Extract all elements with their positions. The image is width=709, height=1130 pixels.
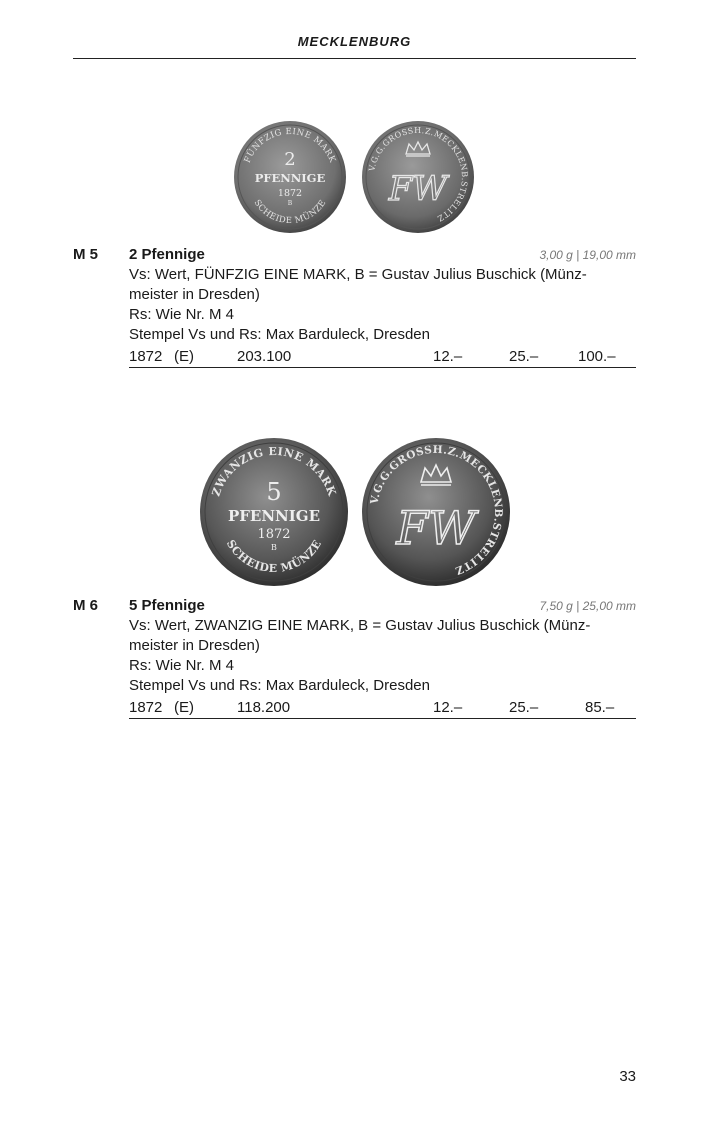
entry-number: M 5 [73,246,99,263]
m6-obverse-mint: B [271,543,277,552]
m5-obverse-year: 1872 [277,188,303,199]
entry-line: meister in Dresden) [129,286,260,303]
price-grade-3: 100.– [578,348,616,365]
page-number: 33 [619,1068,636,1085]
running-header: MECKLENBURG [297,34,412,49]
price-mintage: 203.100 [237,348,292,365]
price-mintage: 118.200 [237,699,291,716]
coin-m6-obverse [199,437,349,587]
price-mint: (E) [174,699,194,716]
m5-obverse-value: 2 [284,149,296,170]
entry-line: Stempel Vs und Rs: Max Barduleck, Dresden [129,326,430,343]
m6-obverse-word: PFENNIGE [227,507,321,525]
header-rule [73,58,636,59]
entry-body [129,245,636,368]
m5-obverse-top-legend: FÜNFZIG EINE MARK [242,126,338,165]
entry-title: 5 Pfennige [129,597,205,614]
m5-reverse-legend: V.G.G.GROSSH.Z.MECKLENB.STRELITZ [367,125,470,224]
entry-spec: 7,50 g | 25,00 mm [539,599,636,613]
m6-obverse-bottom-legend: SCHEIDE MÜNZE [223,537,325,576]
price-grade-2: 25.– [509,699,539,716]
price-mint: (E) [174,348,194,365]
entry-spec: 3,00 g | 19,00 mm [539,248,636,262]
coin-m5-reverse [361,120,475,234]
m6-reverse-monogram: FW [396,501,476,555]
price-grade-2: 25.– [509,348,539,365]
entry-line: Rs: Wie Nr. M 4 [129,306,235,323]
entry-body [129,596,636,719]
coin-m6-reverse [361,437,511,587]
m6-obverse-year: 1872 [257,527,291,542]
coin-m5-obverse [233,120,347,234]
price-grade-1: 12.– [433,699,463,716]
price-year: 1872 [129,699,163,716]
m5-reverse-monogram: FW [388,169,448,209]
m5-obverse-word: PFENNIGE [254,171,326,185]
m5-obverse-bottom-legend: SCHEIDE MÜNZE [251,198,329,227]
m6-obverse-top-legend: ZWANZIG EINE MARK [209,444,339,499]
price-row [129,698,636,719]
entry-line: Vs: Wert, ZWANZIG EINE MARK, B = Gustav Julius Buschick (Münz- [129,617,591,634]
price-row [129,347,636,368]
price-year: 1872 [129,348,163,365]
entry-title: 2 Pfennige [129,246,205,263]
entry-line: meister in Dresden) [129,637,260,654]
entry-line: Stempel Vs und Rs: Max Barduleck, Dresden [129,677,430,694]
entry-line: Rs: Wie Nr. M 4 [129,657,235,674]
price-grade-3: 85.– [585,699,615,716]
m5-obverse-mint: B [287,200,293,207]
entry-line: Vs: Wert, FÜNFZIG EINE MARK, B = Gustav Julius Buschick (Münz- [129,266,587,283]
m6-reverse-legend: V.G.G.GROSSH.Z.MECKLENB.STRELITZ [368,443,505,577]
m6-obverse-value: 5 [266,478,282,506]
price-grade-1: 12.– [433,348,463,365]
entry-number: M 6 [73,597,99,614]
